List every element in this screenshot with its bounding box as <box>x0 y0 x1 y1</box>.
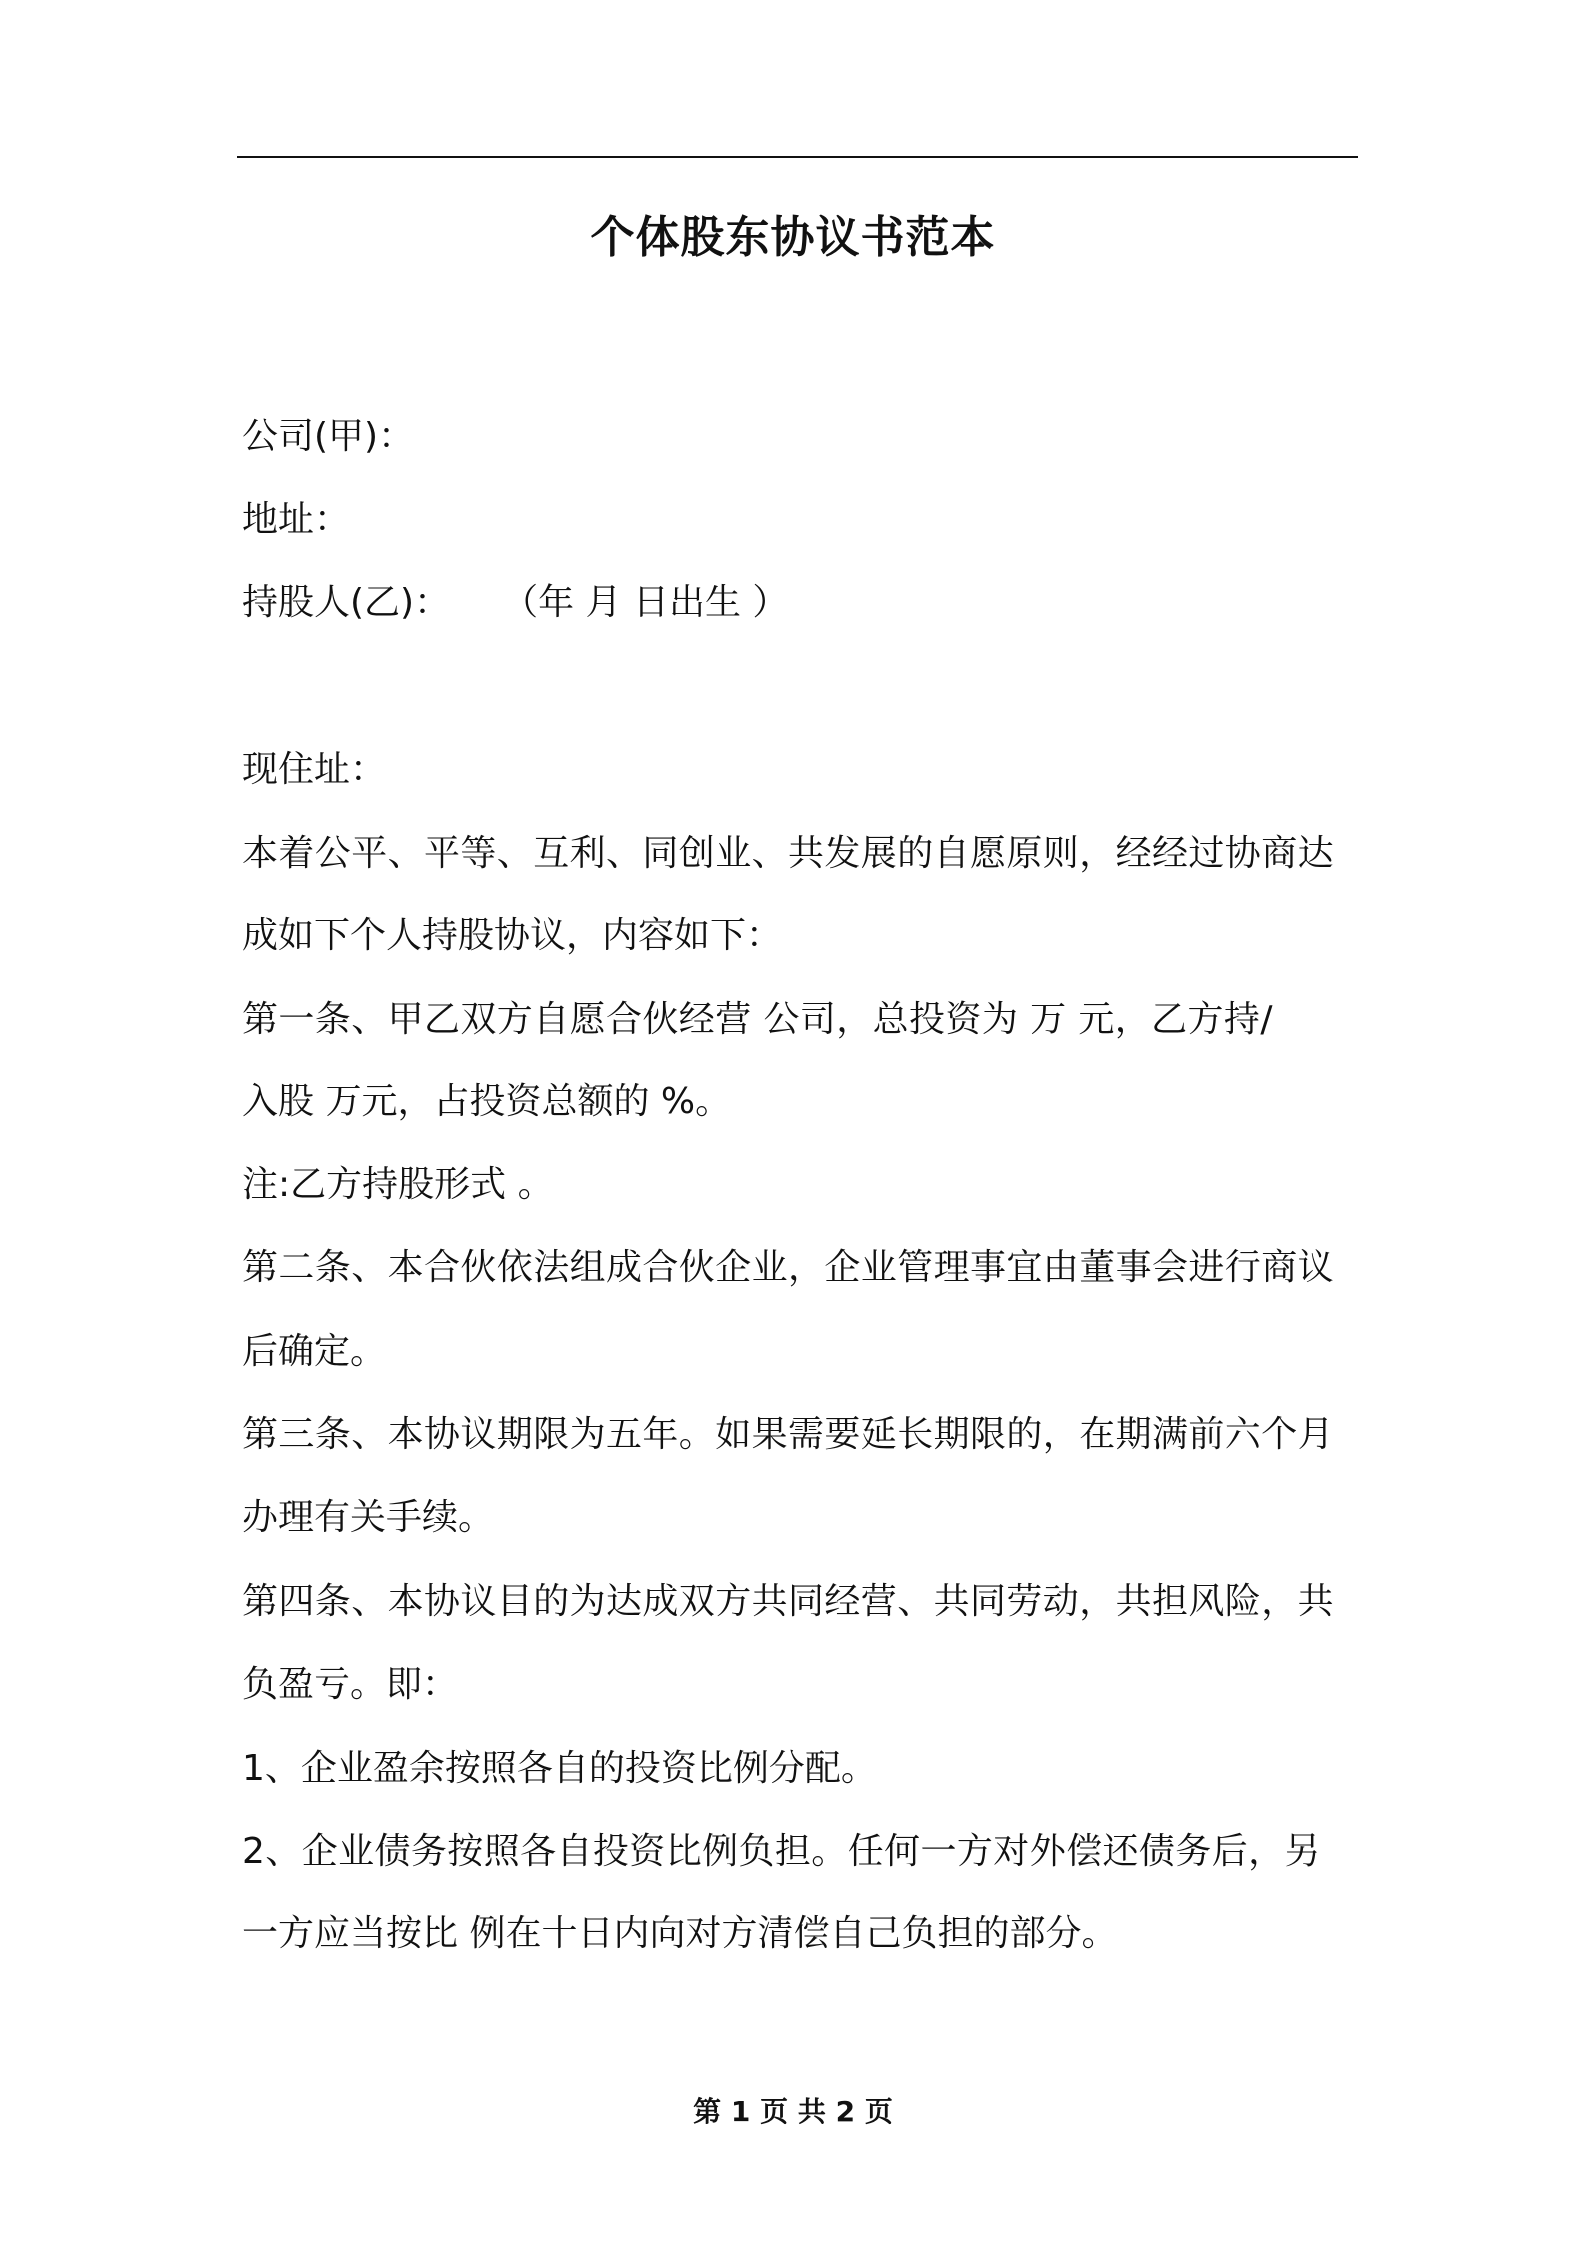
item-2-line-2: 一方应当按比 例在十日内向对方清偿自己负担的部分。 <box>242 1913 1118 1954</box>
article-3-line-1: 第三条、本协议期限为五年。如果需要延长期限的，在期满前六个月 <box>242 1414 1335 1455</box>
article-3-line-2: 办理有关手续。 <box>242 1497 495 1538</box>
header-rule <box>237 156 1358 158</box>
article-2-line-2: 后确定。 <box>242 1331 387 1372</box>
article-4-line-2: 负盈亏。即： <box>242 1664 459 1705</box>
document-title: 个体股东协议书范本 <box>590 212 996 263</box>
note-line: 注:乙方持股形式 。 <box>242 1164 554 1205</box>
holder-birth: （年 月 日出生 ） <box>502 582 789 623</box>
holder-line <box>242 581 788 624</box>
item-1-line: 1、企业盈余按照各自的投资比例分配。 <box>242 1748 877 1789</box>
item-2-line-1: 2、企业债务按照各自投资比例负担。任何一方对外偿还债务后，另 <box>242 1831 1321 1872</box>
current-address-label: 现住址： <box>242 749 387 790</box>
preamble-line-2: 成如下个人持股协议，内容如下： <box>242 915 783 956</box>
article-1-line-2: 入股 万元，占投资总额的 %。 <box>242 1081 732 1122</box>
holder-label: 持股人(乙)： <box>242 582 451 623</box>
company-label: 公司(甲)： <box>242 416 415 457</box>
article-2-line-1: 第二条、本合伙依法组成合伙企业，企业管理事宜由董事会进行商议 <box>242 1247 1335 1288</box>
article-1-line-1: 第一条、甲乙双方自愿合伙经营 公司，总投资为 万 元，乙方持/ <box>242 999 1273 1040</box>
preamble-line-1: 本着公平、平等、互利、同创业、共发展的自愿原则，经经过协商达 <box>242 833 1335 874</box>
page-indicator: 第 1 页 共 2 页 <box>693 2095 893 2128</box>
address-label: 地址： <box>242 499 351 540</box>
article-4-line-1: 第四条、本协议目的为达成双方共同经营、共同劳动，共担风险，共 <box>242 1581 1335 1622</box>
